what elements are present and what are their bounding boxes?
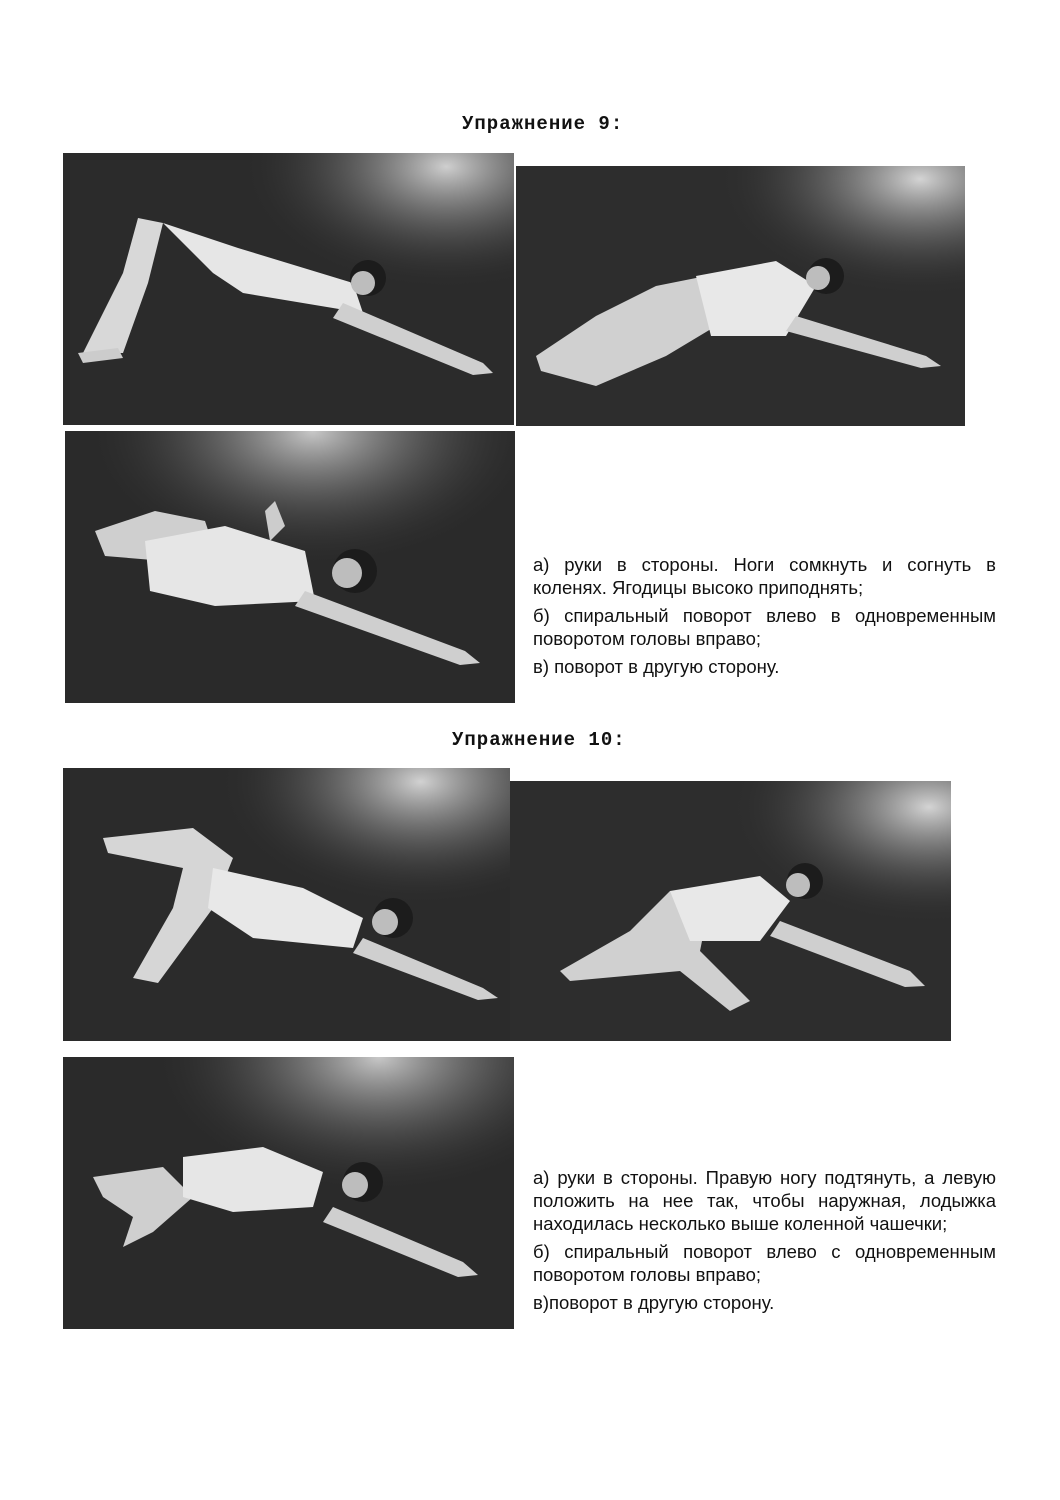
exercise9-title: Упражнение 9: [462, 113, 624, 135]
exercise9-step-c: в) поворот в другую сторону. [533, 656, 780, 677]
exercise10-photo-a [63, 768, 510, 1041]
exercise9-photo-c [65, 431, 515, 703]
exercise10-description [533, 1166, 996, 1319]
exercise9-step-b: б) спиральный поворот влево в одновременным поворотом головы вправо; [533, 605, 996, 649]
exercise10-step-a: а) руки в стороны. Правую ногу подтянуть, а левую положить на нее так, чтобы наружная, лодыжка находилась несколько выше коленной чашечки; [533, 1167, 996, 1234]
exercise10-title: Упражнение 10: [452, 729, 626, 751]
exercise9-photo-b [516, 166, 965, 426]
exercise9-description [533, 553, 996, 683]
exercise10-photo-c [63, 1057, 514, 1329]
exercise10-step-b: б) спиральный поворот влево с одновременным поворотом головы вправо; [533, 1241, 996, 1285]
exercise9-photo-a [63, 153, 514, 425]
exercise9-step-a: а) руки в стороны. Ноги сомкнуть и согнуть в коленях. Ягодицы высоко приподнять; [533, 554, 996, 598]
exercise10-photo-b [510, 781, 951, 1041]
exercise10-step-c: в)поворот в другую сторону. [533, 1292, 775, 1313]
